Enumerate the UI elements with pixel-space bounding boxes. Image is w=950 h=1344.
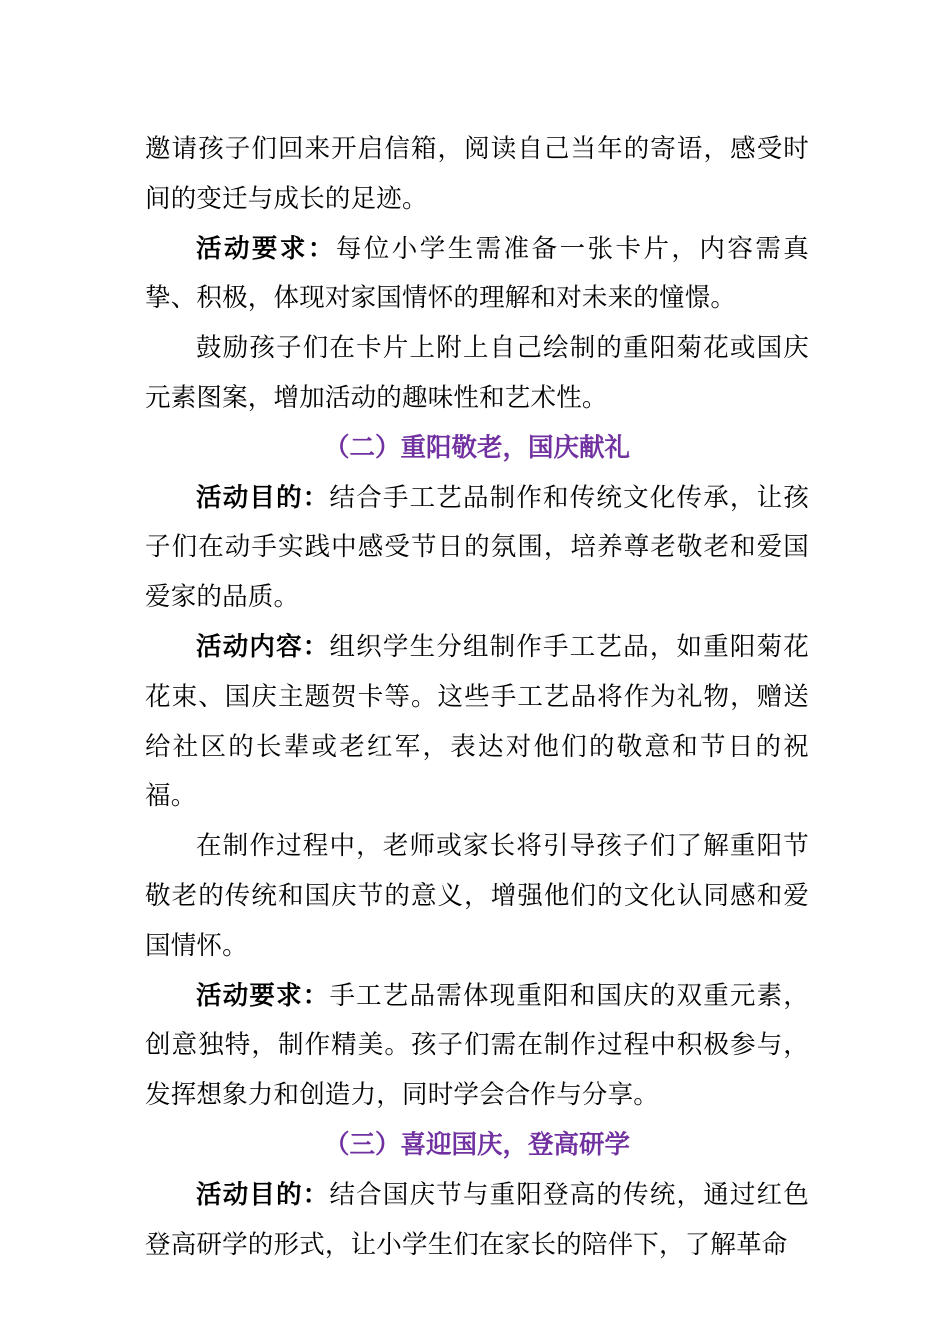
paragraph-letter-box-ending: [145, 125, 809, 225]
paragraph-label: 活动目的：: [196, 1179, 330, 1210]
paragraph-handcraft-purpose: [145, 474, 809, 623]
paragraph-text: 结合国庆节与重阳登高的传统，通过红色登高研学的形式，让小学生们在家长的陪伴下，了解革命: [145, 1179, 809, 1260]
paragraph-label: 活动要求：: [196, 980, 330, 1011]
section-heading-2: （二）重阳敬老，国庆献礼: [323, 432, 630, 463]
paragraph-handcraft-guidance: [145, 822, 809, 971]
paragraph-text: 每位小学生需准备一张卡片，内容需真挚、积极，体现对家国情怀的理解和对未来的憧憬。: [145, 233, 809, 314]
document-body: [145, 125, 809, 1270]
paragraph-text: 邀请孩子们回来开启信箱，阅读自己当年的寄语，感受时间的变迁与成长的足迹。: [145, 134, 809, 214]
paragraph-handcraft-requirements: [145, 972, 809, 1121]
paragraph-label: 活动内容：: [196, 631, 330, 662]
paragraph-climbing-purpose: [145, 1171, 809, 1271]
paragraph-card-requirements: [145, 225, 809, 325]
paragraph-label: 活动目的：: [196, 482, 330, 513]
paragraph-text: 结合手工艺品制作和传统文化传承，让孩子们在动手实践中感受节日的氛围，培养尊老敬老和爱国爱家的品质。: [145, 482, 809, 613]
section-heading-3: （三）喜迎国庆，登高研学: [323, 1129, 630, 1160]
paragraph-text: 在制作过程中，老师或家长将引导孩子们了解重阳节敬老的传统和国庆节的意义，增强他们的文化认同感和爱国情怀。: [145, 831, 809, 961]
paragraph-text: 组织学生分组制作手工艺品，如重阳菊花花束、国庆主题贺卡等。这些手工艺品将作为礼物，赠送给社区的长辈或老红军，表达对他们的敬意和节日的祝福。: [145, 631, 809, 812]
paragraph-card-drawing: [145, 324, 809, 424]
paragraph-text: 手工艺品需体现重阳和国庆的双重元素，创意独特，制作精美。孩子们需在制作过程中积极参与，发挥想象力和创造力，同时学会合作与分享。: [145, 980, 809, 1111]
paragraph-handcraft-content: [145, 623, 809, 822]
paragraph-text: 鼓励孩子们在卡片上附上自己绘制的重阳菊花或国庆元素图案，增加活动的趣味性和艺术性。: [145, 333, 809, 413]
paragraph-label: 活动要求：: [196, 233, 336, 264]
